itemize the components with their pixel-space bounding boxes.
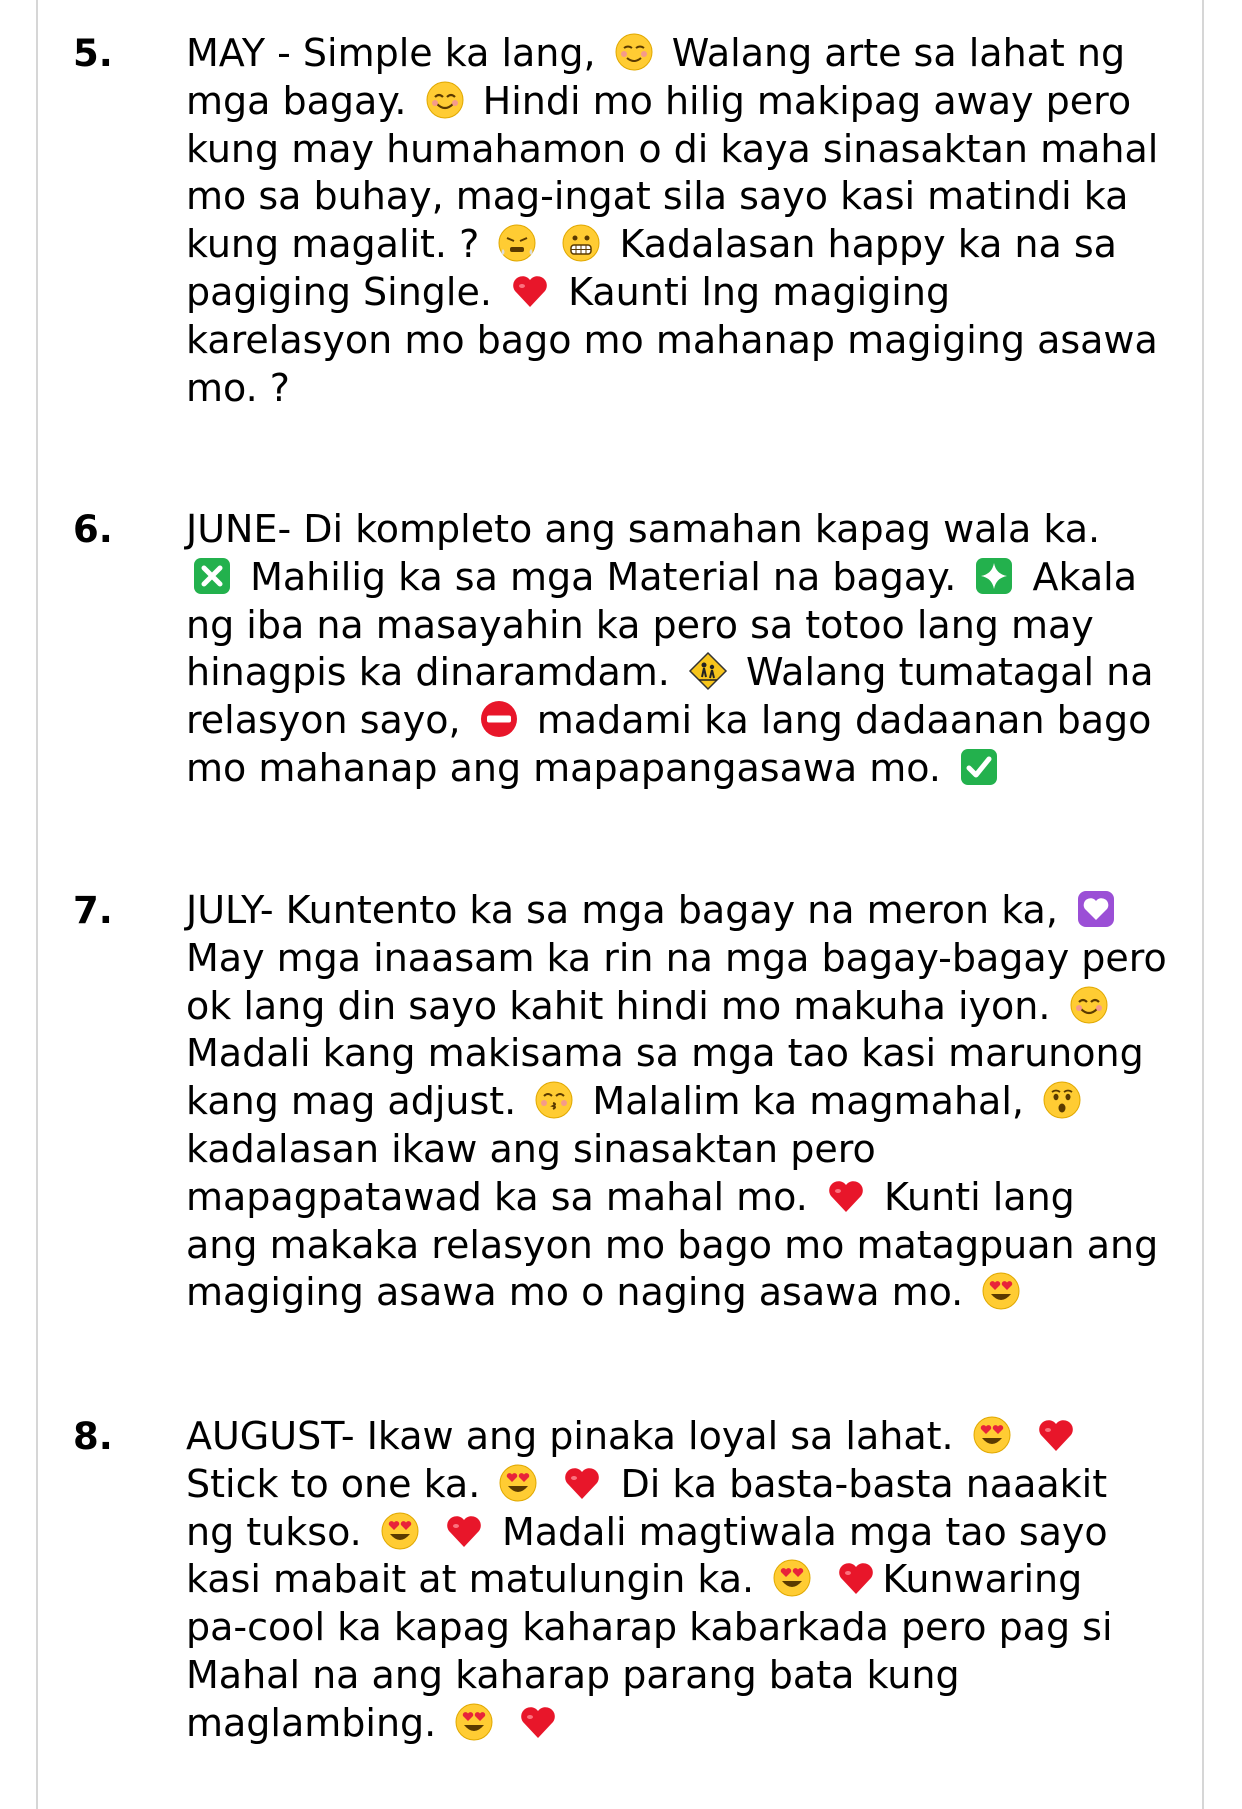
item-text-run: JUNE- Di kompleto ang samahan kapag wala ka.	[186, 507, 1101, 551]
cross-mark-icon	[192, 556, 232, 596]
item-number: 8.	[73, 1415, 113, 1458]
red-heart-icon	[836, 1558, 876, 1598]
heart-eyes-icon	[772, 1558, 812, 1598]
steaming-face-icon	[497, 223, 537, 263]
item-text-run: Madali magtiwala mga tao sayo kasi mabait at matulungin ka.	[186, 1509, 1108, 1602]
item-text-run: Mahilig ka sa mga Material na bagay.	[238, 554, 969, 599]
red-heart-icon	[518, 1702, 558, 1742]
hushed-face-icon	[1042, 1080, 1082, 1120]
smiling-face-icon	[425, 80, 465, 120]
item-text-run: Stick to one ka.	[186, 1461, 481, 1506]
smiling-face-icon	[1069, 985, 1109, 1025]
sparkles-icon	[974, 556, 1014, 596]
item-text-run: Walang tumatagal na relasyon sayo,	[186, 650, 1154, 743]
item-text-run	[818, 1557, 830, 1601]
item-text-run	[543, 222, 555, 266]
item-text	[186, 887, 1196, 1317]
item-text-run: AUGUST- Ikaw ang pinaka loyal sa lahat.	[186, 1414, 966, 1458]
item-text-run: JULY- Kuntento ka sa mga bagay na meron ka,	[186, 888, 1071, 932]
grimacing-face-icon	[561, 223, 601, 263]
red-heart-icon	[826, 1176, 866, 1216]
item-text-run: Walang arte sa lahat ng mga bagay.	[186, 31, 1126, 123]
item-text	[186, 1413, 1196, 1748]
item-number: 5.	[73, 32, 113, 75]
item-text	[186, 506, 1196, 793]
item-text-run	[500, 1701, 512, 1745]
heart-eyes-icon	[498, 1463, 538, 1503]
item-text	[186, 30, 1196, 412]
item-number: 7.	[73, 889, 113, 932]
check-mark-icon	[959, 747, 999, 787]
heart-eyes-icon	[981, 1271, 1021, 1311]
item-text-run	[1018, 1414, 1030, 1458]
red-heart-icon	[444, 1511, 484, 1551]
red-heart-icon	[562, 1463, 602, 1503]
item-text-run: kadalasan ikaw ang sinasaktan pero mapagpatawad ka sa mahal mo.	[186, 1126, 876, 1219]
relieved-face-icon	[614, 32, 654, 72]
item-text-run	[426, 1510, 438, 1554]
item-text-run: MAY - Simple ka lang,	[186, 31, 608, 75]
item-text-run: Akala ng iba na masayahin ka pero sa totoo lang may hinagpis ka dinaramdam.	[186, 554, 1137, 695]
item-text-run: Hindi mo hilig makipag away pero kung may humahamon o di kaya sinasaktan mahal mo sa buhay, mag-ingat sila sayo kasi matindi ka kung magalit. ?	[186, 78, 1159, 267]
item-text-run: Malalim ka magmahal,	[580, 1079, 1037, 1124]
item-text-run: Kaunti lng magiging karelasyon mo bago mo mahanap magiging asawa mo. ?	[186, 269, 1158, 410]
item-text-run: Kunwaring pa-cool ka kapag kaharap kabarkada pero pag si Mahal na ang kaharap parang bata kung maglambing.	[186, 1557, 1113, 1745]
item-text-run: May mga inaasam ka rin na mga bagay-bagay pero ok lang din sayo kahit hindi mo makuha iyon.	[186, 935, 1167, 1028]
no-entry-icon	[479, 699, 519, 739]
red-heart-icon	[510, 271, 550, 311]
red-heart-icon	[1036, 1415, 1076, 1455]
page-border-left	[36, 0, 38, 1809]
children-crossing-icon	[688, 651, 728, 691]
item-text-run: madami ka lang dadaanan bago mo mahanap ang mapapangasawa mo.	[186, 698, 1152, 790]
item-number: 6.	[73, 508, 113, 551]
heart-eyes-icon	[454, 1702, 494, 1742]
item-text-run	[544, 1462, 556, 1506]
heart-eyes-icon	[972, 1415, 1012, 1455]
item-text-run: Di ka basta-basta naaakit ng tukso.	[186, 1461, 1108, 1554]
item-text-run: Kunti lang ang makaka relasyon mo bago mo matagpuan ang magiging asawa mo o naging asawa mo.	[186, 1174, 1159, 1315]
kissing-face-icon	[534, 1080, 574, 1120]
item-text-run: Madali kang makisama sa mga tao kasi marunong kang mag adjust.	[186, 1031, 1144, 1124]
heart-eyes-icon	[380, 1511, 420, 1551]
heart-box-icon	[1076, 889, 1116, 929]
page-border-right	[1202, 0, 1204, 1809]
item-text-run: Kadalasan happy ka na sa pagiging Single.	[186, 222, 1117, 314]
